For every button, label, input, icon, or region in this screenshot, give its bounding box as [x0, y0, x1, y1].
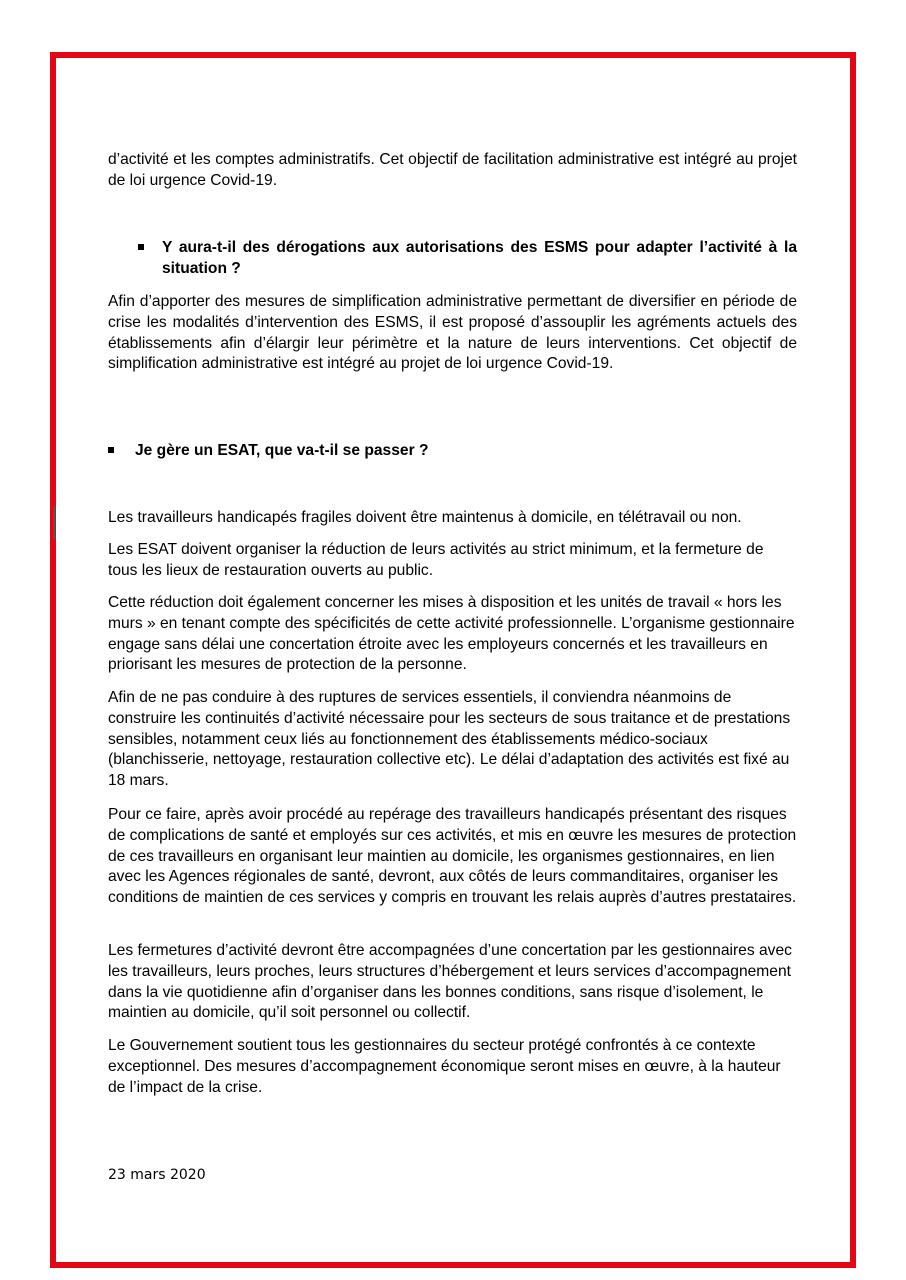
paragraph: Le Gouvernement soutient tous les gestionnaires du secteur protégé confrontés à ce contexte exceptionnel. Des mesures d’accompagnement économique seront mises en œuvre, à la hauteur de l’impact de la crise.	[108, 1037, 781, 1096]
bullet-icon	[108, 447, 114, 453]
paragraph: Les travailleurs handicapés fragiles doivent être maintenus à domicile, en télétravail ou non.	[108, 509, 742, 526]
paragraph: Les fermetures d’activité devront être accompagnées d’une concertation par les gestionnaires avec les travailleurs, leurs proches, leurs structures d’hébergement et leurs services d’accompagnement dans la vie quotidienne afin d’organiser dans les bonnes conditions, sans risque d’isolement, le maintien au domicile, qu’il soit personnel ou collectif.	[108, 942, 792, 1022]
bullet-icon	[138, 244, 144, 250]
question-heading-1: Y aura-t-il des dérogations aux autorisations des ESMS pour adapter l’activité à la situation ?	[162, 239, 797, 277]
paragraph: Cette réduction doit également concerner les mises à disposition et les unités de travail « hors les murs » en tenant compte des spécificités de cette activité professionnelle. L’organisme gestionnaire engage sans délai une concertation étroite avec les employeurs concernés et les travailleurs en priorisant les mesures de protection de la personne.	[108, 594, 795, 674]
paragraph: Afin de ne pas conduire à des ruptures de services essentiels, il conviendra néanmoins de construire les continuités d’activité nécessaire pour les secteurs de sous traitance et de prestations sensibles, notamment ceux liés au fonctionnement des établissements médico-sociaux (blanchisserie, nettoyage, restauration collective etc). Le délai d’adaptation des activités est fixé au 18 mars.	[108, 689, 791, 790]
revision-mark	[53, 506, 55, 539]
intro-paragraph: d’activité et les comptes administratifs. Cet objectif de facilitation administrative est intégré au projet de loi urgence Covid-19.	[108, 151, 797, 189]
answer-paragraph-1: Afin d’apporter des mesures de simplification administrative permettant de diversifier en période de crise les modalités d’intervention des ESMS, il est proposé d’assouplir les agréments actuels des établissements afin d’élargir leur périmètre et la nature de leurs interventions. Cet objectif de simplification administrative est intégré au projet de loi urgence Covid-19.	[108, 293, 797, 373]
paragraph: Pour ce faire, après avoir procédé au repérage des travailleurs handicapés présentant des risques de complications de santé et employés sur ces activités, et mis en œuvre les mesures de protection de ces travailleurs en organisant leur maintien au domicile, les organismes gestionnaires, en lien avec les Agences régionales de santé, devront, aux côtés de leurs commanditaires, organiser les conditions de maintien de ces services y compris en trouvant les relais auprès d’autres prestataires.	[108, 806, 797, 907]
document-date: 23 mars 2020	[108, 1167, 206, 1183]
paragraph: Les ESAT doivent organiser la réduction de leurs activités au strict minimum, et la fermeture de tous les lieux de restauration ouverts au public.	[108, 541, 764, 579]
question-heading-2: Je gère un ESAT, que va-t-il se passer ?	[135, 442, 429, 459]
